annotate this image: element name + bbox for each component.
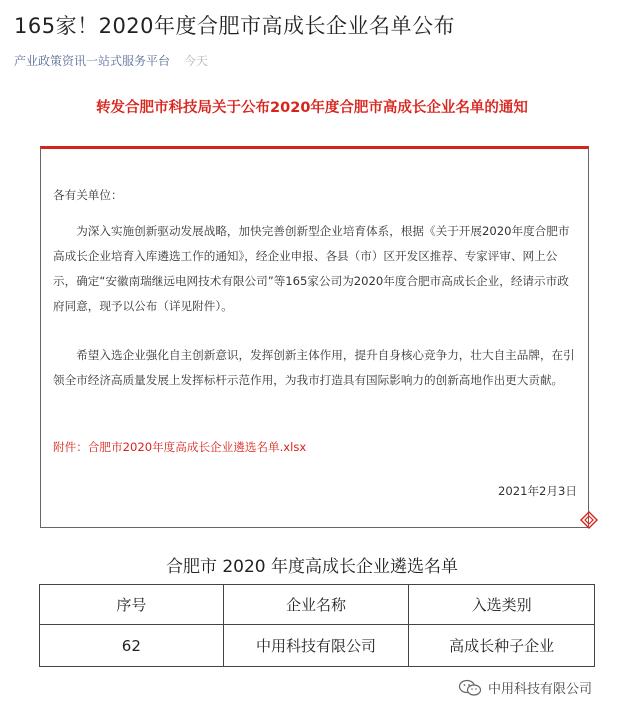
corner-diamond-icon xyxy=(580,511,598,529)
list-title: 合肥市 2020 年度高成长企业遴选名单 xyxy=(165,557,459,577)
publish-time: 今天 xyxy=(183,54,208,68)
header-company-name: 企业名称 xyxy=(223,585,409,625)
notice-date: 2021年2月3日 xyxy=(497,484,577,498)
attachment-link[interactable]: 附件：合肥市2020年度高成长企业遴选名单.xlsx xyxy=(53,440,307,454)
article-title: 165家！2020年度合肥市高成长企业名单公布 xyxy=(14,14,456,38)
table-row xyxy=(40,625,595,667)
table-header-row xyxy=(40,585,595,625)
notice-box xyxy=(40,146,589,528)
cell-category: 高成长种子企业 xyxy=(409,625,595,667)
watermark xyxy=(458,678,592,697)
source-account-link[interactable]: 产业政策资讯一站式服务平台 xyxy=(14,54,171,68)
notice-heading: 转发合肥市科技局关于公布2020年度合肥市高成长企业名单的通知 xyxy=(96,100,528,116)
header-serial: 序号 xyxy=(40,585,224,625)
wechat-icon xyxy=(458,679,482,697)
cell-company-name: 中用科技有限公司 xyxy=(223,625,409,667)
notice-paragraph-1: 为深入实施创新驱动发展战略，加快完善创新型企业培育体系，根据《关于开展2020年度合肥市高成长企业培育入库遴选工作的通知》，经企业申报、各县（市）区开发区推荐、专家评审、网上公示，确定“安徽南瑞继远电网技术有限公司”等165家公司为2020年度合肥市高成长企业，经请示市政府同意，现予以公布（详见附件）。 xyxy=(53,224,570,313)
article-meta xyxy=(14,52,208,69)
header-category: 入选类别 xyxy=(409,585,595,625)
company-list-table xyxy=(39,584,595,667)
notice-paragraph-2: 希望入选企业强化自主创新意识，发挥创新主体作用，提升自身核心竞争力，壮大自主品牌，在引领全市经济高质量发展上发挥标杆示范作用，为我市打造具有国际影响力的创新高地作出更大贡献。 xyxy=(53,348,575,387)
notice-greeting: 各有关单位： xyxy=(53,188,123,202)
watermark-text: 中用科技有限公司 xyxy=(488,682,593,697)
cell-serial: 62 xyxy=(40,625,224,667)
